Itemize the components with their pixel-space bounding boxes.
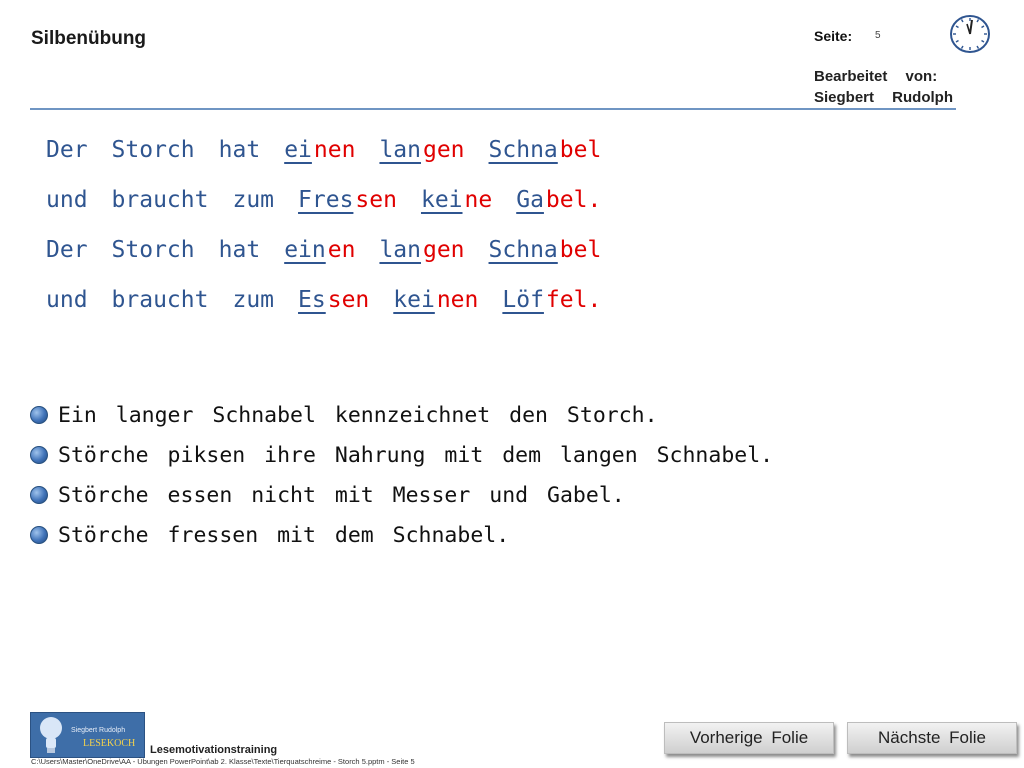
poem-word xyxy=(489,234,602,266)
poem-word xyxy=(379,234,464,266)
syllable-blue: Fres xyxy=(298,187,354,213)
poem-word xyxy=(112,234,195,266)
clock-icon[interactable] xyxy=(949,14,991,54)
poem-word xyxy=(219,234,261,266)
syllable-blue: braucht xyxy=(111,187,209,213)
poem-word xyxy=(232,184,274,216)
syllable-blue: hat xyxy=(218,237,261,263)
syllable-blue: Löf xyxy=(502,287,544,313)
slide-title: Silbenübung xyxy=(31,28,147,49)
poem-word xyxy=(46,134,88,166)
previous-slide-button[interactable]: Vorherige Folie xyxy=(664,722,834,754)
poem-word xyxy=(112,284,209,316)
poem-word xyxy=(46,234,88,266)
poem-word xyxy=(489,134,602,166)
bullet-item[interactable] xyxy=(30,435,773,475)
syllable-blue: und xyxy=(46,187,88,213)
poem-word xyxy=(46,284,88,316)
poem-line xyxy=(46,284,625,334)
poem-word xyxy=(393,284,478,316)
poem-word xyxy=(421,184,492,216)
training-label: Lesemotivationstraining xyxy=(150,744,278,756)
bullet-item[interactable] xyxy=(30,395,773,435)
poem-word xyxy=(379,134,464,166)
syllable-blue: Schna xyxy=(488,237,558,263)
syllable-red: nen xyxy=(436,287,479,313)
logo-brand: LESEKOCH xyxy=(83,738,136,749)
poem-word xyxy=(284,134,355,166)
syllable-blue: lan xyxy=(379,137,421,163)
bullet-text: Störche fressen mit dem Schnabel. xyxy=(58,522,510,548)
edited-by-label: Bearbeitet von: xyxy=(814,68,938,85)
syllable-blue: zum xyxy=(232,187,275,213)
syllable-blue: Ga xyxy=(516,187,544,213)
syllable-red: gen xyxy=(422,237,465,263)
syllable-blue: braucht xyxy=(111,287,209,313)
lightbulb-icon xyxy=(33,713,73,757)
syllable-blue: ei xyxy=(284,137,312,163)
syllable-blue: kei xyxy=(420,187,463,213)
bullet-dot-icon xyxy=(30,406,48,424)
bullet-item[interactable] xyxy=(30,475,773,515)
syllable-red: nen xyxy=(313,137,356,163)
poem-line xyxy=(46,134,625,184)
syllable-blue: Der xyxy=(46,137,88,163)
syllable-red: ne xyxy=(464,187,493,213)
poem-line xyxy=(46,234,625,284)
syllable-red: sen xyxy=(355,187,397,213)
poem-word xyxy=(46,184,88,216)
poem-word xyxy=(502,284,601,316)
syllable-blue: ein xyxy=(284,237,326,263)
logo-author: Siegbert Rudolph xyxy=(71,727,126,734)
syllable-blue: Storch xyxy=(111,137,195,163)
syllable-red: en xyxy=(327,237,356,263)
syllable-red: gen xyxy=(422,137,465,163)
syllable-poem xyxy=(46,134,625,334)
poem-word xyxy=(232,284,274,316)
poem-word xyxy=(516,184,601,216)
bullet-item[interactable] xyxy=(30,515,773,555)
syllable-red: bel xyxy=(559,237,602,263)
syllable-blue: zum xyxy=(232,287,275,313)
poem-word xyxy=(219,134,261,166)
bullet-dot-icon xyxy=(30,446,48,464)
lesekoch-logo xyxy=(30,712,145,758)
syllable-red: bel. xyxy=(545,187,602,213)
poem-word xyxy=(298,284,369,316)
poem-word xyxy=(298,184,397,216)
header-divider xyxy=(30,108,956,110)
bullet-text: Störche piksen ihre Nahrung mit dem langen Schnabel. xyxy=(58,442,774,468)
bullet-text: Ein langer Schnabel kennzeichnet den Storch. xyxy=(58,402,658,428)
syllable-blue: lan xyxy=(379,237,421,263)
syllable-blue: Der xyxy=(46,237,88,263)
syllable-blue: und xyxy=(46,287,88,313)
author-name: Siegbert Rudolph xyxy=(814,89,953,106)
syllable-blue: Schna xyxy=(488,137,558,163)
poem-word xyxy=(112,134,195,166)
bullet-list xyxy=(30,395,773,555)
edited-by xyxy=(814,66,953,108)
page-label: Seite: xyxy=(814,28,853,44)
bullet-dot-icon xyxy=(30,486,48,504)
poem-word xyxy=(112,184,209,216)
syllable-red: bel xyxy=(559,137,602,163)
poem-word xyxy=(284,234,355,266)
syllable-blue: hat xyxy=(218,137,261,163)
page-number: 5 xyxy=(875,30,881,41)
syllable-red: sen xyxy=(327,287,370,313)
syllable-blue: Es xyxy=(298,287,326,313)
syllable-blue: Storch xyxy=(111,237,195,263)
bullet-dot-icon xyxy=(30,526,48,544)
poem-line xyxy=(46,184,625,234)
syllable-red: fel. xyxy=(545,287,602,313)
bullet-text: Störche essen nicht mit Messer und Gabel. xyxy=(58,482,625,508)
next-slide-button[interactable]: Nächste Folie xyxy=(847,722,1017,754)
file-path: C:\Users\Master\OneDrive\AA - Übungen PowerPoint\ab 2. Klasse\Texte\Tierquatschreime - Storch 5.pptm - Seite 5 xyxy=(31,757,415,766)
syllable-blue: kei xyxy=(393,287,435,313)
